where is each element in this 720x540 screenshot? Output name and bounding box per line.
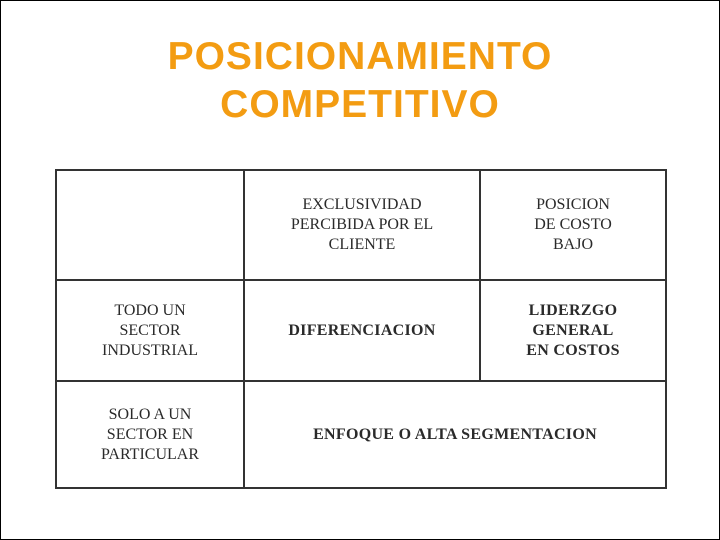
title-line-1: POSICIONAMIENTO (167, 35, 553, 78)
table-corner-cell (57, 171, 243, 279)
header-exclusividad: EXCLUSIVIDAD PERCIBIDA POR EL CLIENTE (290, 196, 434, 253)
slide-title (1, 33, 719, 129)
cell-enfoque-segmentacion: ENFOQUE O ALTA SEGMENTACION (313, 425, 597, 443)
cell-diferenciacion: DIFERENCIACION (288, 321, 436, 339)
header-costo-bajo: POSICION DE COSTO BAJO (534, 196, 612, 253)
row-label-todo-sector: TODO UN SECTOR INDUSTRIAL (102, 301, 198, 359)
cell-liderazgo-costos: LIDERZGO GENERAL EN COSTOS (526, 301, 620, 359)
title-line-2: COMPETITIVO (220, 83, 500, 126)
row-label-sector-particular: SOLO A UN SECTOR EN PARTICULAR (100, 405, 200, 463)
positioning-table (55, 169, 667, 489)
